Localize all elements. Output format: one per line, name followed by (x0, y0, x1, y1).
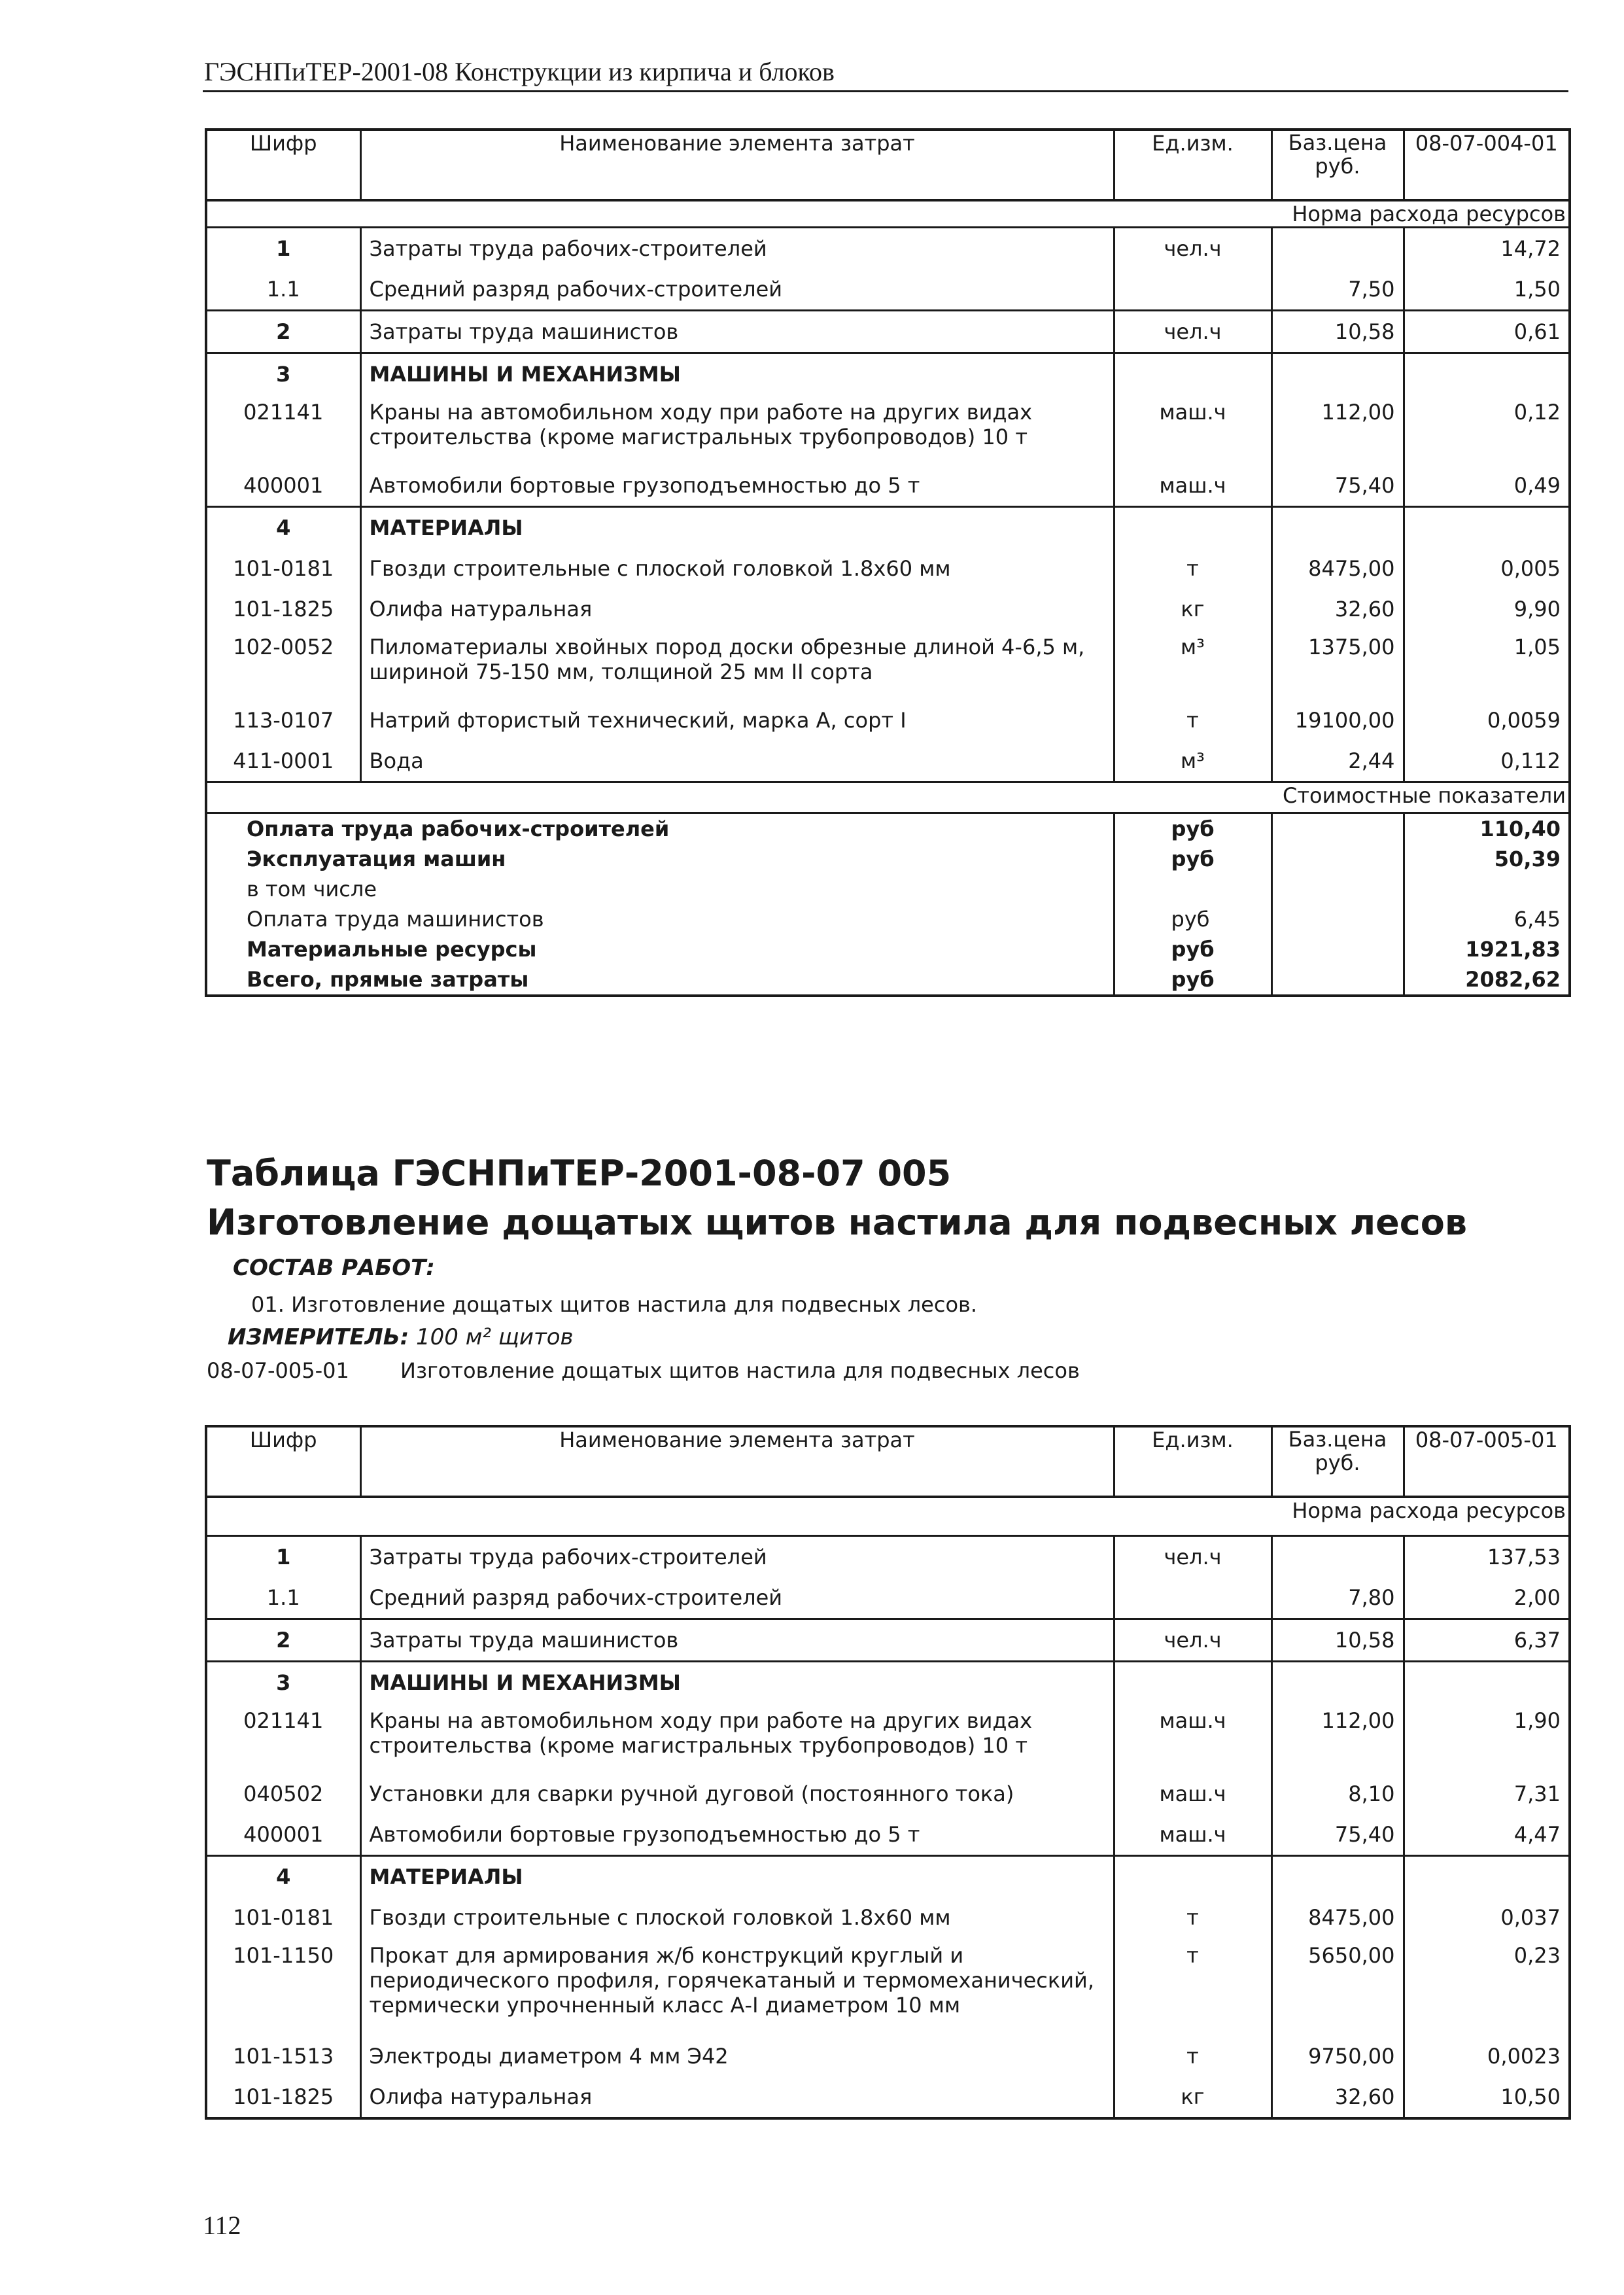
table-row (206, 394, 1570, 465)
row-code: 021141 (243, 1708, 324, 1733)
row-price: 32,60 (1271, 589, 1404, 629)
row-name: Прокат для армирования ж/б конструкций круглый и периодического профиля, горячекатаный и термомеханический, термически упрочненный класс А-I диаметром 10 мм (360, 1938, 1114, 2036)
row-norm: 0,112 (1404, 741, 1570, 782)
row-code: 113-0107 (233, 708, 334, 733)
row-norm: 10,50 (1404, 2076, 1570, 2118)
cost-unit: руб (1114, 844, 1271, 874)
row-name: Автомобили бортовые грузоподъемностью до 5 т (360, 1814, 1114, 1856)
row-code: 021141 (243, 400, 324, 425)
row-price: 75,40 (1271, 465, 1404, 507)
row-price: 19100,00 (1271, 700, 1404, 741)
table-row (206, 1814, 1570, 1856)
col-header-norm-code: 08-07-005-01 (1404, 1426, 1570, 1497)
row-norm: 137,53 (1404, 1536, 1570, 1578)
cost-label: Эксплуатация машин (247, 847, 506, 871)
row-unit: кг (1114, 589, 1271, 629)
col-header-name: Наименование элемента затрат (360, 1426, 1114, 1497)
row-name: Затраты труда машинистов (360, 311, 1114, 353)
works-item: 01. Изготовление дощатых щитов настила для подвесных лесов. (251, 1292, 978, 1317)
row-unit: м³ (1114, 629, 1271, 700)
row-name: Натрий фтористый технический, марка А, сорт I (360, 700, 1114, 741)
row-norm: 0,005 (1404, 548, 1570, 589)
meter-label: ИЗМЕРИТЕЛЬ: (228, 1324, 409, 1350)
row-unit (1114, 269, 1271, 311)
row-name: Средний разряд рабочих-строителей (360, 1577, 1114, 1619)
section-norm-label: Норма расхода ресурсов (1292, 1498, 1566, 1523)
cost-unit: руб (1114, 934, 1271, 964)
row-norm: 2,00 (1404, 1577, 1570, 1619)
norm-code-line (207, 1358, 1080, 1383)
table-row-group (206, 1856, 1570, 1898)
row-name: Затраты труда рабочих-строителей (360, 228, 1114, 270)
norm-table-08-07-004-01 (205, 128, 1571, 997)
cost-label: в том числе (247, 877, 377, 902)
row-name: Автомобили бортовые грузоподъемностью до 5 т (360, 465, 1114, 507)
row-code: 1.1 (266, 1585, 300, 1610)
cost-value: 2082,62 (1404, 964, 1570, 996)
col-header-unit: Ед.изм. (1114, 1426, 1271, 1497)
norm-name: Изготовление дощатых щитов настила для подвесных лесов (400, 1358, 1080, 1383)
row-code: 101-0181 (233, 556, 334, 581)
row-unit: кг (1114, 2076, 1271, 2118)
col-header-base-price: Баз.цена руб. (1271, 1426, 1404, 1497)
row-price: 9750,00 (1271, 2036, 1404, 2076)
meter-line (228, 1324, 574, 1350)
header-rule (203, 90, 1568, 92)
table-row (206, 1897, 1570, 1938)
row-price (1271, 228, 1404, 270)
row-norm: 6,37 (1404, 1619, 1570, 1662)
row-code: 2 (206, 311, 360, 353)
row-name: Установки для сварки ручной дуговой (постоянного тока) (360, 1774, 1114, 1814)
row-unit: маш.ч (1114, 465, 1271, 507)
row-price: 2,44 (1271, 741, 1404, 782)
row-norm: 14,72 (1404, 228, 1570, 270)
row-unit: чел.ч (1114, 311, 1271, 353)
col-header-base-price: Баз.цена руб. (1271, 130, 1404, 200)
running-header: ГЭСНПиТЕР-2001-08 Конструкции из кирпича и блоков (204, 57, 835, 86)
row-code: 4 (206, 1856, 360, 1898)
row-norm: 0,61 (1404, 311, 1570, 353)
section-norm-row (206, 1497, 1570, 1536)
row-code: 3 (206, 353, 360, 395)
cost-unit: руб (1114, 904, 1271, 934)
table-row (206, 1536, 1570, 1578)
table-row (206, 465, 1570, 507)
table-row (206, 2076, 1570, 2118)
cost-unit: руб (1114, 964, 1271, 996)
row-unit: маш.ч (1114, 1774, 1271, 1814)
table-row (206, 1774, 1570, 1814)
table-row (206, 1577, 1570, 1619)
table-row (206, 700, 1570, 741)
row-code: 102-0052 (233, 635, 334, 659)
row-name: Электроды диаметром 4 мм Э42 (360, 2036, 1114, 2076)
row-unit: маш.ч (1114, 1703, 1271, 1774)
row-norm: 1,50 (1404, 269, 1570, 311)
row-code: 101-0181 (233, 1905, 334, 1930)
norm-table-08-07-005-01 (205, 1425, 1571, 2120)
row-norm: 0,037 (1404, 1897, 1570, 1938)
section-norm-label: Норма расхода ресурсов (1292, 201, 1566, 226)
table-header-row (206, 1426, 1570, 1497)
row-norm: 0,49 (1404, 465, 1570, 507)
row-price: 7,50 (1271, 269, 1404, 311)
page-number: 112 (203, 2211, 241, 2240)
col-header-code: Шифр (206, 1426, 360, 1497)
row-norm: 0,0059 (1404, 700, 1570, 741)
section-norm-row (206, 200, 1570, 228)
cost-value: 6,45 (1404, 904, 1570, 934)
table-row (206, 589, 1570, 629)
row-code: 400001 (243, 473, 324, 498)
row-price: 8,10 (1271, 1774, 1404, 1814)
row-code: 101-1150 (233, 1943, 334, 1968)
row-unit: т (1114, 548, 1271, 589)
row-unit: маш.ч (1114, 1814, 1271, 1856)
row-name: Олифа натуральная (360, 2076, 1114, 2118)
cost-row (206, 904, 1570, 934)
col-header-norm-code: 08-07-004-01 (1404, 130, 1570, 200)
table-row-group (206, 1662, 1570, 1704)
row-unit: маш.ч (1114, 394, 1271, 465)
row-price: 112,00 (1271, 1703, 1404, 1774)
row-name: Вода (360, 741, 1114, 782)
row-code: 3 (206, 1662, 360, 1704)
table-row (206, 269, 1570, 311)
row-name: Затраты труда машинистов (360, 1619, 1114, 1662)
row-norm: 0,0023 (1404, 2036, 1570, 2076)
row-norm: 0,12 (1404, 394, 1570, 465)
row-name: Пиломатериалы хвойных пород доски обрезные длиной 4-6,5 м, шириной 75-150 мм, толщиной 25 мм II сорта (360, 629, 1114, 700)
row-norm: 4,47 (1404, 1814, 1570, 1856)
row-norm: 7,31 (1404, 1774, 1570, 1814)
row-name: Гвозди строительные с плоской головкой 1.8х60 мм (360, 548, 1114, 589)
row-norm: 9,90 (1404, 589, 1570, 629)
row-unit: т (1114, 1897, 1271, 1938)
col-header-code: Шифр (206, 130, 360, 200)
row-unit: т (1114, 700, 1271, 741)
table-row-group (206, 507, 1570, 549)
row-code: 101-1825 (233, 597, 334, 622)
table-header-row (206, 130, 1570, 200)
cost-row (206, 874, 1570, 904)
row-unit (1114, 1577, 1271, 1619)
cost-row (206, 844, 1570, 874)
row-code: 411-0001 (233, 748, 334, 773)
works-heading: СОСТАВ РАБОТ: (233, 1255, 435, 1281)
row-code: 040502 (243, 1781, 324, 1806)
row-price (1271, 1536, 1404, 1578)
meter-value: 100 м² щитов (416, 1324, 574, 1350)
row-code: 101-1513 (233, 2044, 334, 2069)
cost-label: Материальные ресурсы (247, 937, 537, 962)
row-norm: 1,05 (1404, 629, 1570, 700)
table-row (206, 1619, 1570, 1662)
cost-value: 110,40 (1404, 813, 1570, 845)
row-price: 5650,00 (1271, 1938, 1404, 2036)
row-unit: чел.ч (1114, 1536, 1271, 1578)
row-name: Затраты труда рабочих-строителей (360, 1536, 1114, 1578)
norm-code: 08-07-005-01 (207, 1358, 349, 1383)
table-subtitle: Изготовление дощатых щитов настила для подвесных лесов (207, 1202, 1468, 1243)
row-price: 1375,00 (1271, 629, 1404, 700)
table-row (206, 629, 1570, 700)
row-code: 1 (206, 1536, 360, 1578)
cost-label: Оплата труда машинистов (247, 907, 544, 932)
table-row (206, 548, 1570, 589)
row-price: 75,40 (1271, 1814, 1404, 1856)
cost-label: Оплата труда рабочих-строителей (206, 813, 1114, 845)
row-price: 10,58 (1271, 311, 1404, 353)
col-header-unit: Ед.изм. (1114, 130, 1271, 200)
table-row (206, 741, 1570, 782)
row-code: 400001 (243, 1822, 324, 1847)
row-name: Краны на автомобильном ходу при работе на других видах строительства (кроме магистральных трубопроводов) 10 т (360, 394, 1114, 465)
cost-value (1404, 874, 1570, 904)
row-name: Краны на автомобильном ходу при работе на других видах строительства (кроме магистральных трубопроводов) 10 т (360, 1703, 1114, 1774)
row-unit: м³ (1114, 741, 1271, 782)
row-code: 2 (206, 1619, 360, 1662)
row-unit: т (1114, 1938, 1271, 2036)
row-unit: чел.ч (1114, 1619, 1271, 1662)
row-price: 32,60 (1271, 2076, 1404, 2118)
row-name: МАТЕРИАЛЫ (360, 1856, 1114, 1898)
cost-value: 50,39 (1404, 844, 1570, 874)
cost-unit (1114, 874, 1271, 904)
col-header-name: Наименование элемента затрат (360, 130, 1114, 200)
cost-row (206, 934, 1570, 964)
row-price: 8475,00 (1271, 548, 1404, 589)
row-norm: 1,90 (1404, 1703, 1570, 1774)
row-norm: 0,23 (1404, 1938, 1570, 2036)
row-name: МАТЕРИАЛЫ (360, 507, 1114, 549)
row-price: 8475,00 (1271, 1897, 1404, 1938)
cost-row (206, 813, 1570, 845)
row-name: Средний разряд рабочих-строителей (360, 269, 1114, 311)
table-title: Таблица ГЭСНПиТЕР-2001-08-07 005 (207, 1153, 952, 1194)
row-code: 101-1825 (233, 2084, 334, 2109)
row-price: 112,00 (1271, 394, 1404, 465)
table-row (206, 311, 1570, 353)
cost-row (206, 964, 1570, 996)
row-unit: т (1114, 2036, 1271, 2076)
table-row (206, 228, 1570, 270)
row-code: 1 (206, 228, 360, 270)
table-row (206, 1938, 1570, 2036)
table-row (206, 2036, 1570, 2076)
row-name: Олифа натуральная (360, 589, 1114, 629)
row-price: 10,58 (1271, 1619, 1404, 1662)
row-name: МАШИНЫ И МЕХАНИЗМЫ (360, 353, 1114, 395)
row-name: МАШИНЫ И МЕХАНИЗМЫ (360, 1662, 1114, 1704)
row-code: 4 (206, 507, 360, 549)
cost-unit: руб (1114, 813, 1271, 845)
row-code: 1.1 (266, 277, 300, 302)
cost-value: 1921,83 (1404, 934, 1570, 964)
section-cost-row (206, 782, 1570, 813)
table-row-group (206, 353, 1570, 395)
cost-label: Всего, прямые затраты (247, 967, 529, 992)
row-price: 7,80 (1271, 1577, 1404, 1619)
row-name: Гвозди строительные с плоской головкой 1.8х60 мм (360, 1897, 1114, 1938)
table-row (206, 1703, 1570, 1774)
section-cost-label: Стоимостные показатели (206, 782, 1570, 813)
row-unit: чел.ч (1114, 228, 1271, 270)
